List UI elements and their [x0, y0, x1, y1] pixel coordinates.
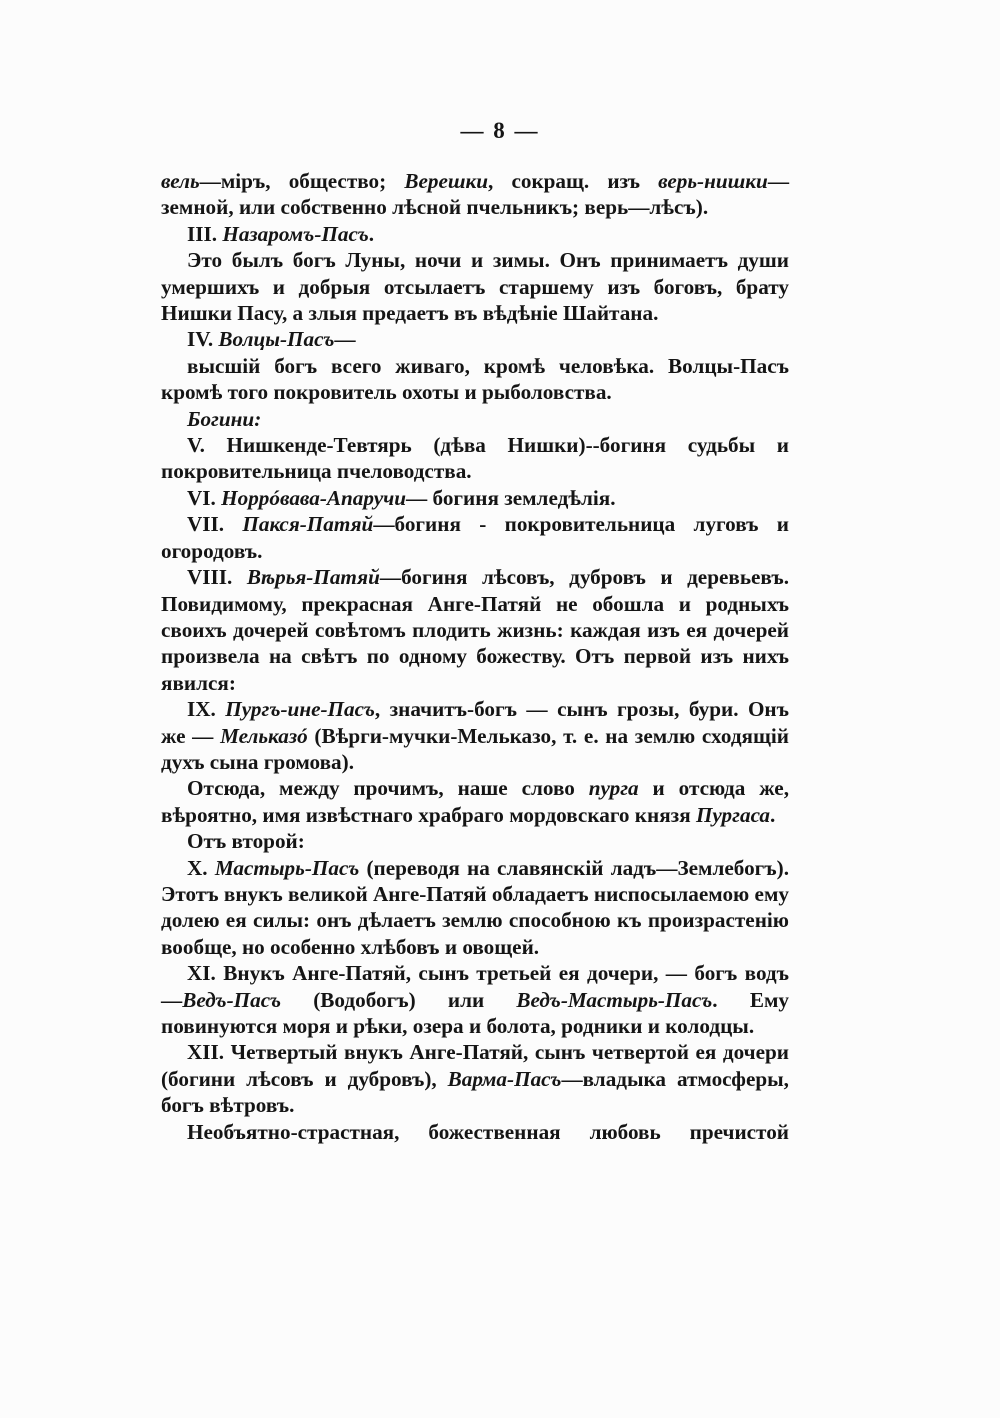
- paragraph-purg-ine-pas: IX. Пургъ-ине-Пасъ, значитъ-богъ — сынъ грозы, бури. Онъ же — Мельказó (Вѣрги-мучки-Мельказо, т. е. на землю сходящій духъ сына громова).: [161, 697, 789, 774]
- page-number: — 8 —: [460, 118, 540, 143]
- paragraph-ved-pas: XI. Внукъ Анге-Патяй, сынъ третьей ея дочери, — богъ водъ—Ведъ-Пасъ (Водобогъ) или Ведъ-Мастырь-Пасъ. Ему повинуются моря и рѣки, озера и болота, родники и колодцы.: [161, 961, 789, 1038]
- paragraph-paksya: VII. Пакся-Патяй—богиня - покровительница луговъ и огородовъ.: [161, 512, 789, 563]
- paragraph-vel: вель—міръ, общество; Верешки, сокращ. изъ верь-нишки—земной, или собственно лѣсной пчельникъ; верь—лѣсъ).: [161, 169, 790, 220]
- paragraph-moon-god: Это былъ богъ Луны, ночи и зимы. Онъ принимаетъ души умершихъ и добрыя отсылаетъ старшему изъ боговъ, брату Нишки Пасу, а злыя предаетъ въ вѣдѣніе Шайтана.: [161, 248, 789, 326]
- paragraph-nishkende: V. Нишкенде-Тевтярь (дѣва Нишки)--богиня судьбы и покровительница пчеловодства.: [161, 433, 789, 484]
- paragraph-varma-pas: XII. Четвертый внукъ Анге-Патяй, сынъ четвертой ея дочери (богини лѣсовъ и дубровъ), Варма-Пасъ—владыка атмосферы, богъ вѣтровъ.: [161, 1040, 789, 1118]
- paragraph-norrovava: VI. Норрóвава-Апаручи— богиня земледѣлія.: [187, 485, 616, 510]
- heading-voltsy-pas: IV. Волцы-Пасъ—: [187, 327, 356, 352]
- paragraph-purga: Отсюда, между прочимъ, наше слово пурга и отсюда же, вѣроятно, имя извѣстнаго храбраго мордовскаго князя Пургаса.: [161, 776, 790, 827]
- paragraph-highest-god: высшій богъ всего живаго, кромѣ человѣка. Волцы-Пасъ кромѣ того покровитель охоты и рыболовства.: [161, 353, 789, 405]
- page-body: [161, 168, 789, 1145]
- paragraph-closing: Необъятно-страстная, божественная любовь пречистой: [187, 1119, 789, 1144]
- heading-goddesses: Богини:: [187, 406, 262, 431]
- paragraph-from-second: Отъ второй:: [187, 829, 305, 854]
- paragraph-mastyr-pas: X. Мастырь-Пасъ (переводя на славянскій ладъ—Землебогъ). Этотъ внукъ великой Анге-Патяй обладаетъ ниспосылаемою ему долею ея силы: онъ дѣлаетъ землю способною къ произрастенію вообще, но особенно хлѣбовъ и овощей.: [161, 855, 789, 959]
- heading-nazarom-pas: III. Назаромъ-Пасъ.: [187, 221, 375, 246]
- paragraph-verya: VIII. Вѣрья-Патяй—богиня лѣсовъ, дубровъ и деревьевъ. Повидимому, прекрасная Анге-Патяй не обошла и родныхъ своихъ дочерей совѣтомъ плодить жизнь: каждая изъ ея дочерей произвела на свѣтъ по одному божеству. Отъ первой изъ нихъ явился:: [161, 565, 789, 695]
